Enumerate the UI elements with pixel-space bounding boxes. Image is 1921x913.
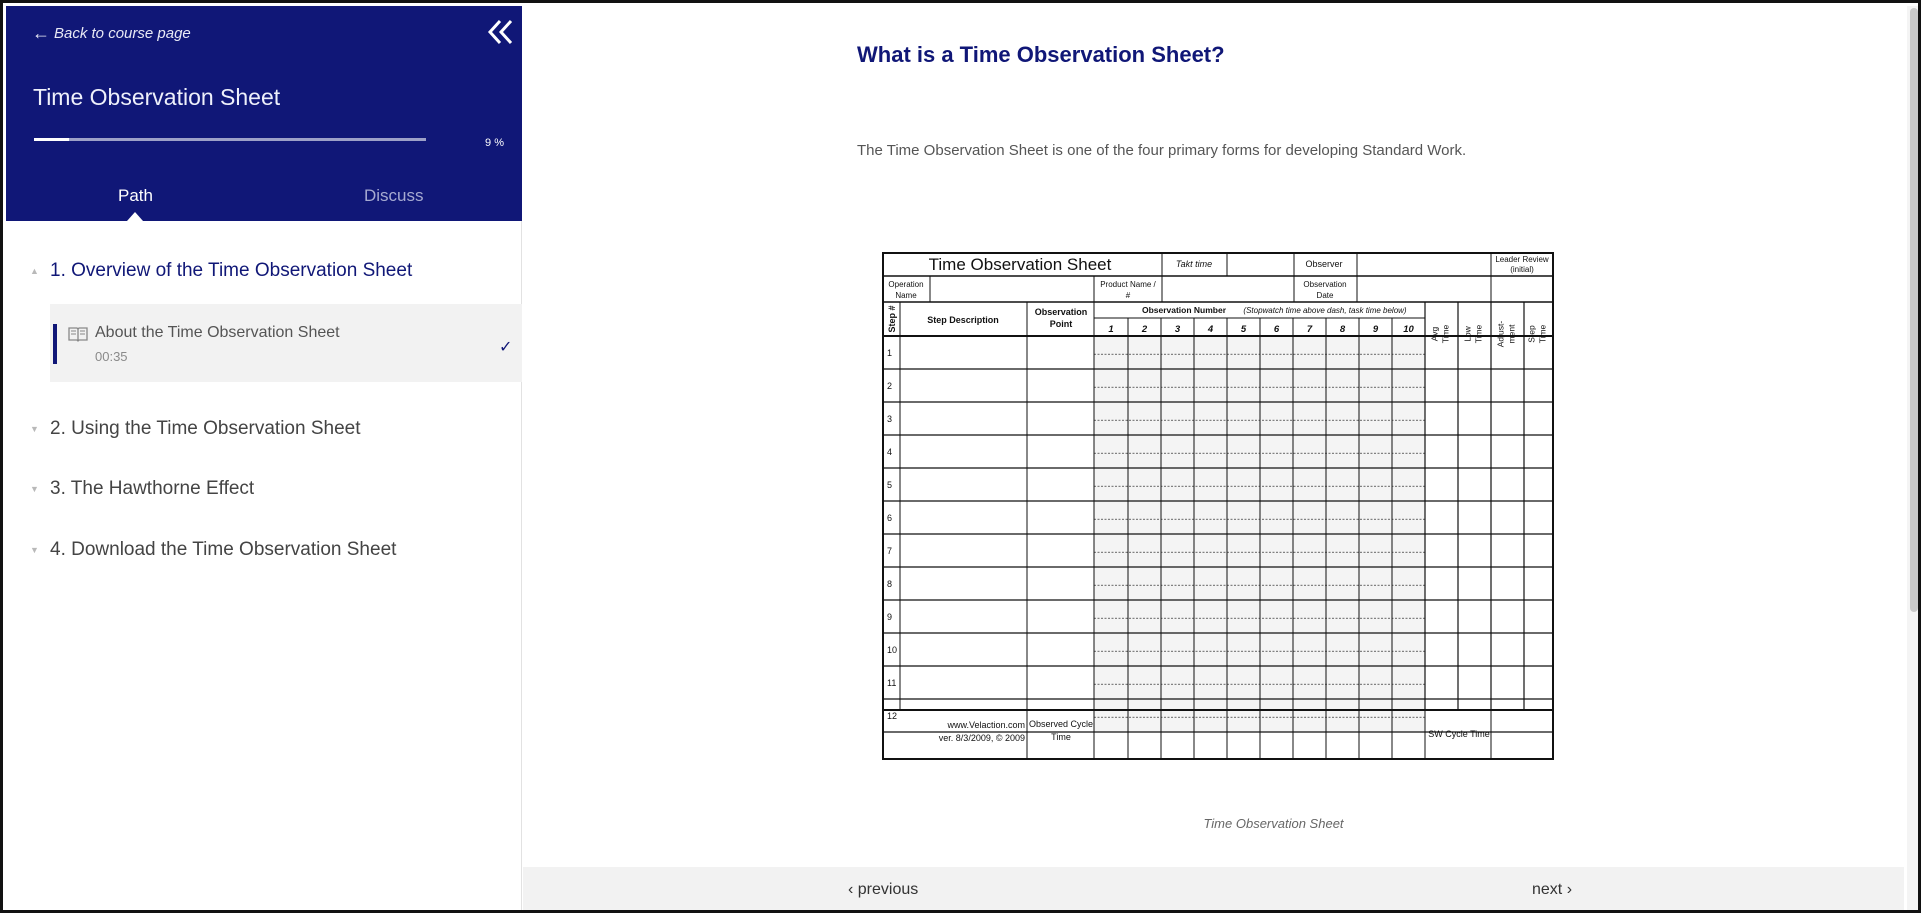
section-4[interactable] xyxy=(30,539,396,561)
back-link-label: Back to course page xyxy=(54,24,191,42)
expand-triangle-icon: ▼ xyxy=(30,545,39,555)
right-column-header: Step xyxy=(1526,325,1537,343)
chevron-right-icon: › xyxy=(1566,881,1573,898)
operation-sub-label: Name xyxy=(895,291,917,300)
sidebar-header xyxy=(6,6,522,221)
course-sidebar xyxy=(6,6,522,913)
step-row-number: 9 xyxy=(887,611,893,622)
step-row-number: 6 xyxy=(887,512,893,523)
section-title: 1. Overview of the Time Observation Sheet xyxy=(50,260,413,281)
lesson-content xyxy=(523,6,1904,913)
leader-review-label: Leader Review xyxy=(1495,255,1549,264)
lesson-title: About the Time Observation Sheet xyxy=(95,324,340,341)
observation-point-header: Observation xyxy=(1034,307,1088,317)
observation-number-header: Observation Number xyxy=(1141,305,1227,315)
observed-cycle-sub-label: Time xyxy=(1051,732,1071,742)
lesson-navigation xyxy=(523,867,1904,913)
observer-label: Observer xyxy=(1305,259,1343,269)
active-tab-indicator xyxy=(127,212,143,221)
section-1[interactable] xyxy=(30,260,412,282)
footer-website: www.Velaction.com xyxy=(947,720,1025,730)
observation-point-sub-header: Point xyxy=(1049,319,1073,329)
previous-button[interactable] xyxy=(848,881,918,899)
section-2[interactable] xyxy=(30,418,361,440)
page-title: What is a Time Observation Sheet? xyxy=(857,42,1225,67)
section-title: 2. Using the Time Observation Sheet xyxy=(50,418,361,439)
observation-column-number: 6 xyxy=(1273,324,1280,335)
operation-label: Operation xyxy=(888,280,924,289)
step-row-number: 11 xyxy=(887,677,897,688)
observation-column-number: 7 xyxy=(1306,324,1313,335)
right-column-header: Time xyxy=(1440,324,1451,344)
active-lesson-marker xyxy=(53,324,57,364)
vertical-scrollbar[interactable] xyxy=(1907,6,1921,913)
product-sub-label: # xyxy=(1125,291,1131,300)
step-row-number: 1 xyxy=(887,347,893,358)
step-description-header: Step Description xyxy=(927,315,999,325)
chevron-left-icon: ‹ xyxy=(848,881,854,898)
step-row-number: 5 xyxy=(887,479,893,490)
tab-discuss[interactable]: Discuss xyxy=(364,186,424,205)
collapse-triangle-icon: ▲ xyxy=(30,266,39,276)
completed-check-icon: ✓ xyxy=(499,339,513,356)
lesson-duration: 00:35 xyxy=(95,349,128,364)
scrollbar-thumb[interactable] xyxy=(1910,8,1918,612)
next-label: next xyxy=(1532,881,1563,898)
observation-column-number: 4 xyxy=(1207,324,1214,335)
step-row-number: 10 xyxy=(887,644,898,655)
step-number-header: Step # xyxy=(887,305,897,333)
right-column-header: ment xyxy=(1506,324,1517,344)
section-title: 4. Download the Time Observation Sheet xyxy=(50,539,397,560)
observation-column-number: 3 xyxy=(1174,324,1181,335)
observation-column-number: 10 xyxy=(1403,324,1414,335)
back-to-course-link[interactable] xyxy=(32,24,191,42)
step-row-number: 3 xyxy=(887,413,893,424)
footer-version: ver. 8/3/2009, © 2009 xyxy=(938,733,1025,743)
lesson-item[interactable] xyxy=(50,304,522,382)
figure-caption: Time Observation Sheet xyxy=(1203,816,1344,831)
book-icon xyxy=(68,326,88,342)
expand-triangle-icon: ▼ xyxy=(30,484,39,494)
observation-column-number: 1 xyxy=(1108,324,1114,335)
tab-path[interactable]: Path xyxy=(118,186,153,205)
previous-label: previous xyxy=(857,881,919,898)
arrow-left-icon: ← xyxy=(32,23,50,43)
collapse-sidebar-icon[interactable] xyxy=(486,18,514,46)
step-row-number: 12 xyxy=(887,710,898,721)
observation-column-number: 2 xyxy=(1141,324,1148,335)
observation-date-sub-label: Date xyxy=(1316,291,1334,300)
step-row-number: 4 xyxy=(887,446,893,457)
time-observation-sheet-image xyxy=(882,252,1554,760)
observation-column-number: 8 xyxy=(1339,324,1346,335)
right-column-header: Low xyxy=(1462,326,1473,342)
right-column-header: Adjust- xyxy=(1495,320,1506,348)
step-row-number: 2 xyxy=(887,380,893,391)
observed-cycle-label: Observed Cycle xyxy=(1028,719,1094,729)
observation-date-label: Observation xyxy=(1303,280,1347,289)
step-row-number: 7 xyxy=(887,545,893,556)
section-3[interactable] xyxy=(30,478,254,500)
step-row-number: 8 xyxy=(887,578,893,589)
intro-paragraph: The Time Observation Sheet is one of the four primary forms for developing Standard Work. xyxy=(857,142,1467,159)
course-progress-percent: 9 % xyxy=(485,137,504,149)
observation-column-number: 5 xyxy=(1240,324,1247,335)
observation-column-number: 9 xyxy=(1372,324,1379,335)
course-progress-bar xyxy=(34,138,426,141)
sheet-title: Time Observation Sheet xyxy=(928,255,1112,274)
next-button[interactable] xyxy=(1532,881,1572,899)
right-column-header: Time xyxy=(1537,324,1548,344)
course-progress-fill xyxy=(34,138,69,141)
section-title: 3. The Hawthorne Effect xyxy=(50,478,255,499)
sw-cycle-time-label: SW Cycle Time xyxy=(1428,729,1490,739)
observation-number-note: (Stopwatch time above dash, task time below) xyxy=(1243,306,1407,315)
leader-review-sub-label: (initial) xyxy=(1510,265,1534,274)
course-title: Time Observation Sheet xyxy=(33,84,281,110)
expand-triangle-icon: ▼ xyxy=(30,424,39,434)
product-label: Product Name / xyxy=(1100,280,1156,289)
right-column-header: Time xyxy=(1473,324,1484,344)
takt-time-label: Takt time xyxy=(1175,259,1213,269)
right-column-header: Avg xyxy=(1429,326,1440,342)
